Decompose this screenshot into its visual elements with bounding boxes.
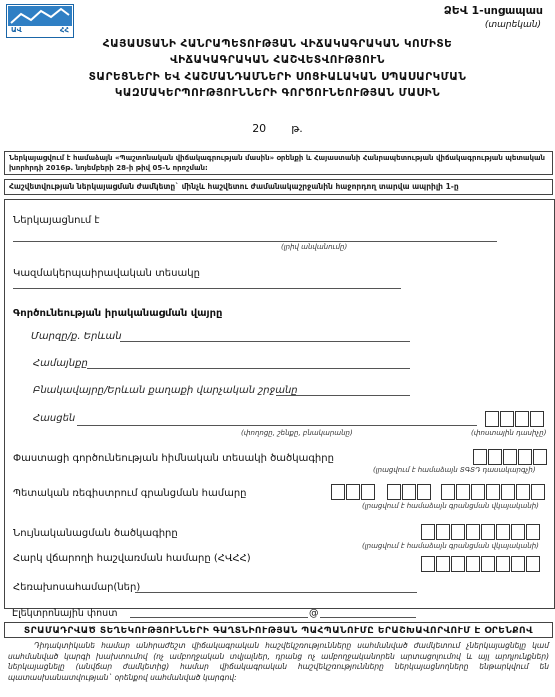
settlement-label: Բնակավայրը/Երևան քաղաքի վարչական շրջանը	[33, 385, 298, 396]
activity-code-label: Փաստացի գործունեության հիմնական տեսակի ծածկագիրը	[13, 453, 334, 464]
registration-cells-2[interactable]	[387, 484, 432, 500]
activity-code-cells[interactable]	[473, 449, 548, 465]
region-field[interactable]	[120, 341, 410, 342]
address-field[interactable]	[77, 425, 477, 426]
tax-number-label: Հարկ վճարողի հաշվառման համարը (ՀՎՀՀ)	[13, 553, 251, 564]
community-field[interactable]	[87, 368, 410, 369]
submitted-by-label: Ներկայացնում է	[13, 215, 100, 226]
legal-form-label: Կազմակերպաիրավական տեսակը	[13, 268, 200, 279]
email-label: Էլեկտրոնային փոստ	[12, 608, 118, 619]
title-line-3: ՏԱՐԵՑՆԵՐԻ ԵՎ ՀԱՇՄԱՆԴԱՄՆԵՐԻ ՍՈՑԻԱԼԱԿԱՆ ՍՊԱՍԱՐԿՄԱՆ	[88, 71, 467, 83]
tax-number-cells[interactable]	[421, 556, 541, 572]
phone-label: Հեռախոսահամար(ներ)	[13, 582, 141, 593]
settlement-field[interactable]	[276, 395, 410, 396]
id-code-caption: (լրացվում է համաձայն գրանցման վկայականի)	[362, 542, 539, 550]
liability-note: Դիդակտիկանե համար անհրաժեշտ վիճակագրական հաշվեկշռությունները սահմանված ժամկետում չներկայացնելը կամ սահմանված կարգի խախտումով (ոչ ամբողջական տվյալներ, դրանց ոչ ամբողջականորեն արտացոլումով և այլ արդյունքներ) ներկայացնելը (անվճար ժամկետից) համար վիճակագրական հաշվեկշռությունները ներկայացնողները ենթարկվում են պատասխանատվության` օրենքով սահմանված կարգով:	[8, 641, 549, 682]
registration-cells-3[interactable]	[441, 484, 546, 500]
title-line-4: ԿԱԶՄԱԿԵՐՊՈՒԹՅՈՒՆՆԵՐԻ ԳՈՐԾՈՒՆԵՈՒԹՅԱՆ ՄԱՍԻՆ	[114, 87, 441, 99]
email-domain-field[interactable]	[320, 617, 416, 618]
respondent-form	[4, 199, 555, 609]
registration-caption: (լրացվում է համաձայն գրանցման վկայականի)	[362, 502, 539, 510]
title-line-2: ՎԻՃԱԿԱԳՐԱԿԱՆ ՀԱՇՎԵՏՎՈՒԹՅՈՒՆ	[170, 54, 385, 66]
id-code-cells[interactable]	[421, 524, 541, 540]
name-caption: (լրիվ անվանումը)	[281, 243, 348, 251]
confidentiality-title: ՏՐԱՄԱԴՐՎԱԾ ՏԵՂԵԿՈՒԹՅՈՒՆՆԵՐԻ ԳԱՂՏՆԻՈՒԹՅԱՆ ՊԱՀՊԱՆՈՒՄԸ ԵՐԱՇԽԱՎՈՐՎՈՒՄ Է ՕՐԵՆՔՈՎ	[4, 622, 553, 638]
title-line-1: ՀԱՅԱՍՏԱՆԻ ՀԱՆՐԱՊԵՏՈՒԹՅԱՆ ՎԻՃԱԿԱԳՐԱԿԱՆ ԿՈՄԻՏԵ	[102, 38, 453, 50]
registration-label: Պետական ռեգիստրում գրանցման համարը	[13, 488, 247, 499]
activity-code-caption: (լրացվում է համաձայն ՏԳՏԴ դասակարգչի)	[373, 466, 536, 474]
activity-place-label: Գործունեության իրականացման վայրը	[13, 308, 223, 319]
id-code-label: Նույնականացման ծածկագիրը	[13, 528, 178, 539]
region-label: Մարզը/ք. Երևան	[31, 331, 122, 342]
organization-name-field[interactable]	[13, 241, 497, 242]
deadline-note: Հաշվետվության ներկայացման ժամկետը` մինչև հաշվետու ժամանակաշրջանին հաջորդող տարվա ապրիլի 1-ը	[4, 179, 553, 195]
email-at-sign: @	[309, 608, 319, 619]
date-year: 20	[252, 122, 267, 135]
address-label: Հասցեն	[33, 413, 76, 424]
postal-caption: (փոստային դասիչը)	[471, 429, 547, 437]
phone-field[interactable]	[135, 592, 417, 593]
report-date	[0, 122, 555, 135]
statistics-logo	[6, 4, 74, 38]
logo-text-right: ՀՀ	[59, 26, 69, 34]
community-label: Համայնքը	[33, 358, 88, 369]
form-period: (տարեկան)	[484, 20, 541, 30]
date-suffix: թ.	[291, 122, 303, 135]
address-caption: (փողոցը, շենքը, բնակարանը)	[241, 429, 353, 437]
legal-basis-note: Ներկայացվում է համաձայն «Պաշտոնական վիճակագրության մասին» օրենքի և Հայաստանի Հանրապետության վիճակագրության պետական խորհրդի 2016թ. նոյեմբերի 28-ի թիվ 05-Ն որոշման:	[4, 151, 553, 175]
postal-code-cells[interactable]	[485, 411, 545, 427]
email-user-field[interactable]	[130, 617, 308, 618]
logo-text-left: ԱՎ	[11, 26, 22, 34]
legal-form-field[interactable]	[13, 288, 401, 289]
form-code: ՁԵՎ 1-սոցապաս	[443, 4, 543, 17]
registration-cells-1[interactable]	[331, 484, 376, 500]
